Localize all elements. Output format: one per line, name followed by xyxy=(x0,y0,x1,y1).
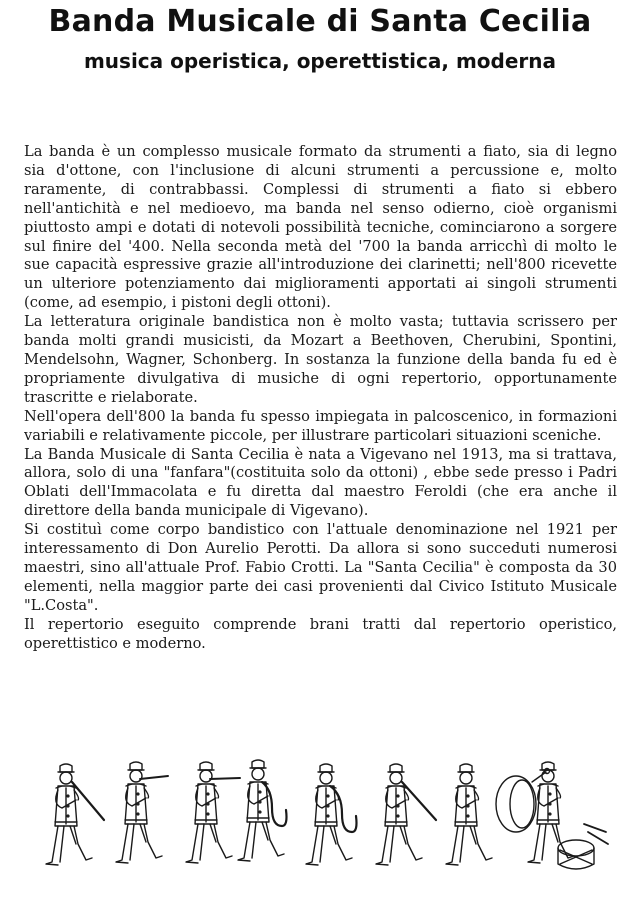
text-line: La Banda Musicale di Santa Cecilia è nata a Vigevano nel 1913, ma si trattava, xyxy=(24,445,617,463)
text-line: Il repertorio eseguito comprende brani tratti dal repertorio operistico, xyxy=(24,615,617,633)
text-line: banda molti grandi musicisti, da Mozart a Beethoven, Cherubini, Spontini, xyxy=(24,332,617,350)
text-line: La letteratura originale bandistica non è molto vasta; tuttavia scrissero per xyxy=(24,313,617,331)
marching-band-illustration xyxy=(36,752,612,912)
page-title: Banda Musicale di Santa Cecilia xyxy=(48,4,592,39)
text-line: Mendelsohn, Wagner, Schonberg. In sostanza la funzione della banda fu ed è xyxy=(24,350,617,368)
text-line: un ulteriore potenziamento dai miglioramenti apportati ai singoli strumenti xyxy=(24,275,617,293)
text-line: Nell'opera dell'800 la banda fu spesso impiegata in palcoscenico, in formazioni xyxy=(24,407,617,425)
text-line: raramente, di contrabbassi. Complessi di strumenti a fiato si ebbero xyxy=(24,180,617,198)
text-line: interessamento di Don Aurelio Perotti. Da allora si sono succeduti numerosi xyxy=(24,540,617,558)
text-line: nell'antichità e nel medioevo, ma banda nel senso odierno, cioè organismi xyxy=(24,199,617,217)
body-text xyxy=(24,143,617,653)
text-line: allora, solo di una "fanfara"(costituita solo da ottoni) , ebbe sede presso i Padri xyxy=(24,464,617,482)
text-line: sia d'ottone, con l'inclusione di alcuni strumenti a percussione e, molto xyxy=(24,161,617,179)
bass-drum xyxy=(496,776,536,832)
text-line: Si costituì come corpo bandistico con l'attuale denominazione nel 1921 per xyxy=(24,521,617,539)
text-line: Oblati dell'Immacolata e fu diretta dal maestro Feroldi (che era anche il xyxy=(24,483,617,501)
text-line: operettistico e moderno. xyxy=(24,634,206,652)
musician-figure xyxy=(46,764,104,865)
text-line: maestri, sino all'attuale Prof. Fabio Crotti. La "Santa Cecilia" è composta da 30 xyxy=(24,558,617,576)
text-line: piuttosto ampi e dotati di notevoli possibilità tecniche, cominciarono a sorgere xyxy=(24,218,617,236)
musician-figure xyxy=(186,762,240,863)
text-line: propriamente divulgativa di musiche di ogni repertorio, opportunamente xyxy=(24,369,617,387)
text-line: direttore della banda municipale di Vigevano). xyxy=(24,502,369,520)
musician-figure xyxy=(238,760,287,861)
musician-figure xyxy=(446,764,492,865)
text-line: variabili e relativamente piccole, per illustrare particolari situazioni sceniche. xyxy=(24,426,602,444)
text-line: sul finire del '400. Nella seconda metà del '700 la banda arricchì di molto le xyxy=(24,237,617,255)
musician-figure xyxy=(116,762,168,863)
musician-figure xyxy=(376,764,436,865)
page-subtitle: musica operistica, operettistica, moderna xyxy=(83,49,557,73)
text-line: (come, ad esempio, i pistoni degli ottoni). xyxy=(24,294,331,312)
text-line: "L.Costa". xyxy=(24,596,99,614)
text-line: sue capacità espressive grazie all'introduzione dei clarinetti; nell'800 ricevette xyxy=(24,256,617,274)
text-line: La banda è un complesso musicale formato da strumenti a fiato, sia di legno xyxy=(24,143,617,160)
text-line: trascritte e rielaborate. xyxy=(24,388,198,406)
musician-figure xyxy=(306,764,357,865)
text-line: elementi, nella maggior parte dei casi provenienti dal Civico Istituto Musicale xyxy=(24,577,617,595)
